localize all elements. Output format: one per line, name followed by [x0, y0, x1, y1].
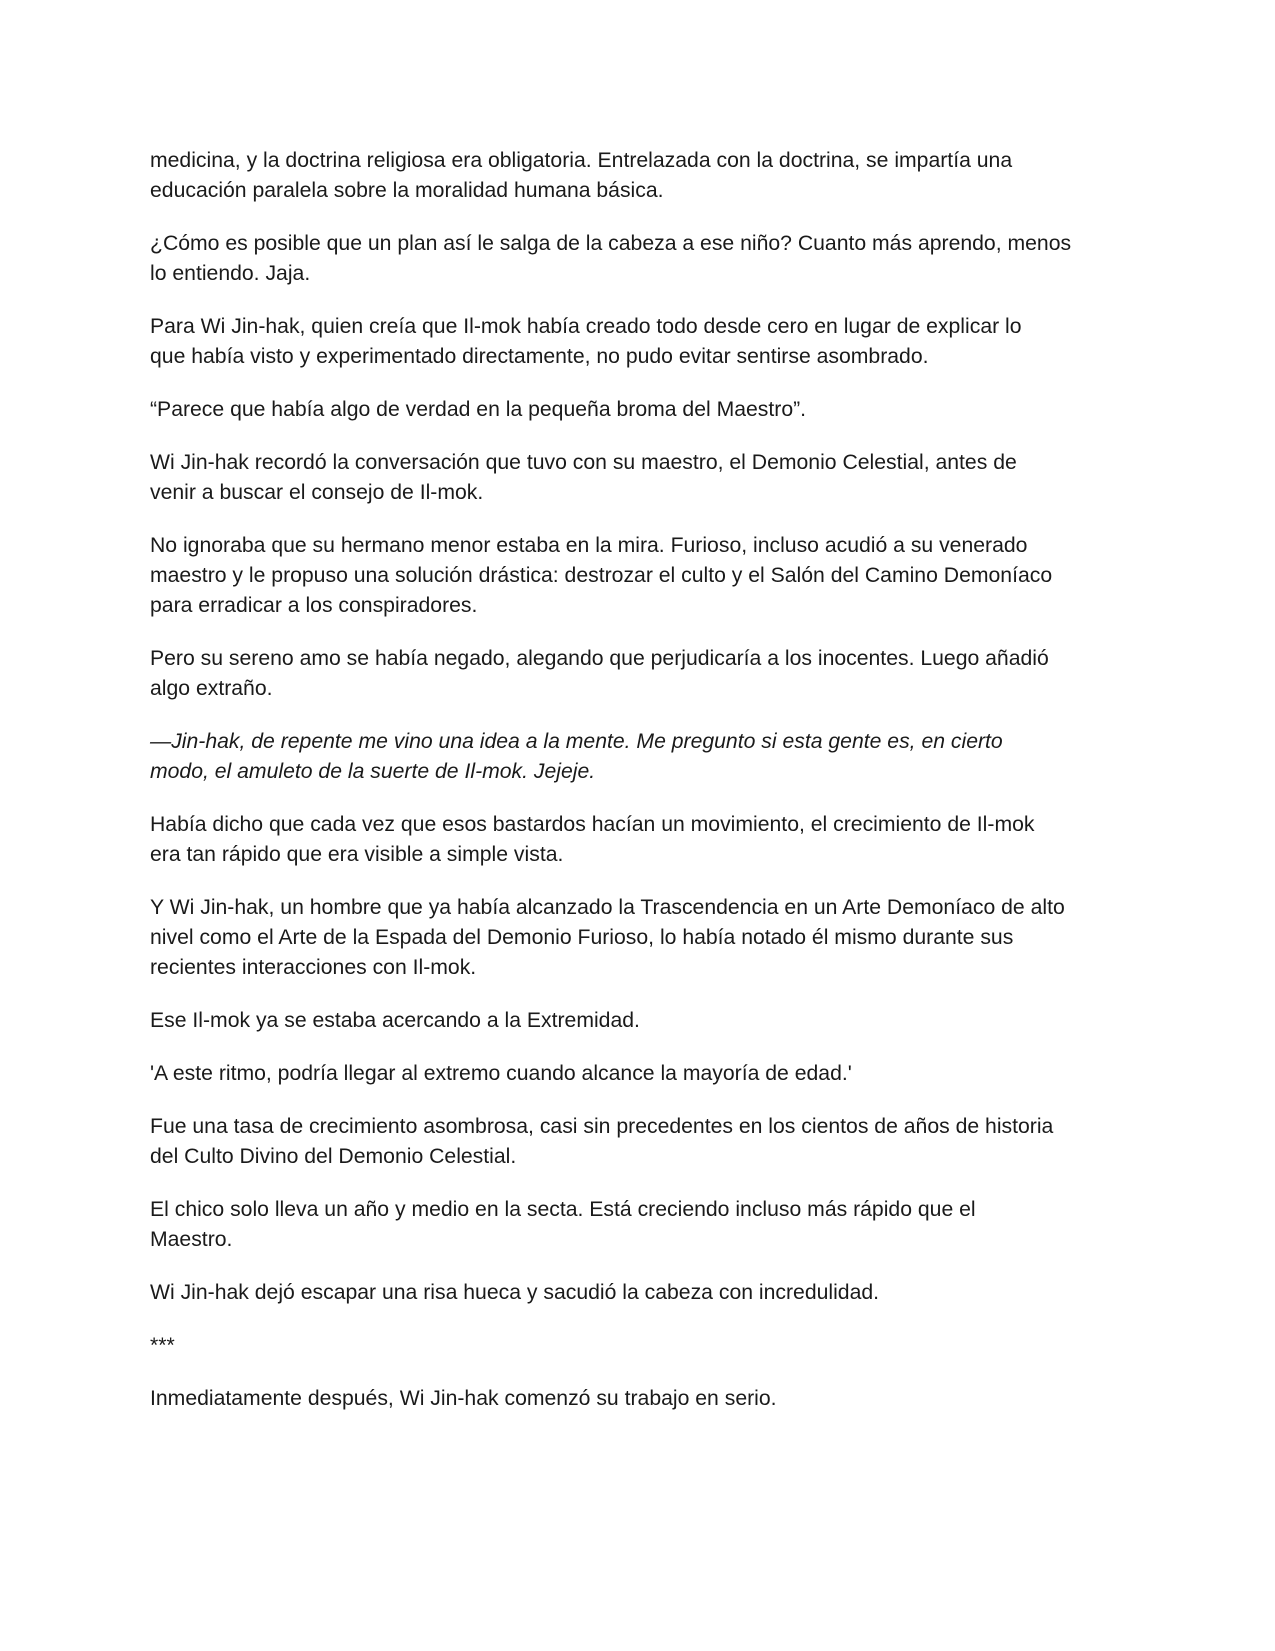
text-line: recientes interacciones con Il-mok.	[150, 956, 477, 979]
italic-quote-paragraph	[150, 727, 1125, 787]
paragraph-9	[150, 810, 1125, 870]
text-line: Inmediatamente después, Wi Jin-hak comenzó su trabajo en serio.	[150, 1387, 777, 1410]
text-line: ¿Cómo es posible que un plan así le salga de la cabeza a ese niño? Cuanto más aprendo, menos	[150, 232, 1072, 255]
scene-break	[150, 1331, 1125, 1361]
paragraph-10	[150, 893, 1125, 983]
paragraph-17	[150, 1384, 1125, 1414]
paragraph-6	[150, 531, 1125, 621]
text-line: Había dicho que cada vez que esos bastardos hacían un movimiento, el crecimiento de Il-mok	[150, 813, 1035, 836]
text-line: ***	[150, 1334, 175, 1357]
paragraph-4	[150, 395, 1125, 425]
text-line: Ese Il-mok ya se estaba acercando a la Extremidad.	[150, 1009, 640, 1032]
text-line: No ignoraba que su hermano menor estaba en la mira. Furioso, incluso acudió a su venerado	[150, 534, 1028, 557]
text-line: modo, el amuleto de la suerte de Il-mok. Jejeje.	[150, 760, 596, 783]
text-line: Wi Jin-hak recordó la conversación que tuvo con su maestro, el Demonio Celestial, antes de	[150, 451, 1017, 474]
paragraph-3	[150, 312, 1125, 372]
text-line: 'A este ritmo, podría llegar al extremo cuando alcance la mayoría de edad.'	[150, 1062, 852, 1085]
paragraph-15	[150, 1278, 1125, 1308]
text-line: “Parece que había algo de verdad en la pequeña broma del Maestro”.	[150, 398, 807, 421]
text-line: educación paralela sobre la moralidad humana básica.	[150, 179, 664, 202]
text-line: era tan rápido que era visible a simple vista.	[150, 843, 564, 866]
text-line: Fue una tasa de crecimiento asombrosa, casi sin precedentes en los cientos de años de historia	[150, 1115, 1054, 1138]
text-line: Y Wi Jin-hak, un hombre que ya había alcanzado la Trascendencia en un Arte Demoníaco de alto	[150, 896, 1065, 919]
text-line: maestro y le propuso una solución drástica: destrozar el culto y el Salón del Camino Demoníaco	[150, 564, 1053, 587]
paragraph-12	[150, 1059, 1125, 1089]
text-line: Pero su sereno amo se había negado, alegando que perjudicaría a los inocentes. Luego añadió	[150, 647, 1049, 670]
text-line: algo extraño.	[150, 677, 273, 700]
text-line: que había visto y experimentado directamente, no pudo evitar sentirse asombrado.	[150, 345, 929, 368]
paragraph-11	[150, 1006, 1125, 1036]
text-line: del Culto Divino del Demonio Celestial.	[150, 1145, 517, 1168]
paragraph-5	[150, 448, 1125, 508]
paragraph-14	[150, 1195, 1125, 1255]
text-line: —Jin-hak, de repente me vino una idea a la mente. Me pregunto si esta gente es, en cierto	[150, 730, 1003, 753]
paragraph-7	[150, 644, 1125, 704]
text-line: venir a buscar el consejo de Il-mok.	[150, 481, 484, 504]
text-line: medicina, y la doctrina religiosa era obligatoria. Entrelazada con la doctrina, se impartía una	[150, 149, 1013, 172]
paragraph-1	[150, 146, 1125, 206]
text-line: para erradicar a los conspiradores.	[150, 594, 478, 617]
text-line: nivel como el Arte de la Espada del Demonio Furioso, lo había notado él mismo durante sus	[150, 926, 1014, 949]
text-line: Maestro.	[150, 1228, 233, 1251]
paragraph-2	[150, 229, 1125, 289]
text-line: El chico solo lleva un año y medio en la secta. Está creciendo incluso más rápido que el	[150, 1198, 976, 1221]
text-line: Para Wi Jin-hak, quien creía que Il-mok había creado todo desde cero en lugar de explicar lo	[150, 315, 1022, 338]
text-line: Wi Jin-hak dejó escapar una risa hueca y sacudió la cabeza con incredulidad.	[150, 1281, 880, 1304]
text-line: lo entiendo. Jaja.	[150, 262, 311, 285]
paragraph-13	[150, 1112, 1125, 1172]
document-page	[150, 146, 1125, 1437]
